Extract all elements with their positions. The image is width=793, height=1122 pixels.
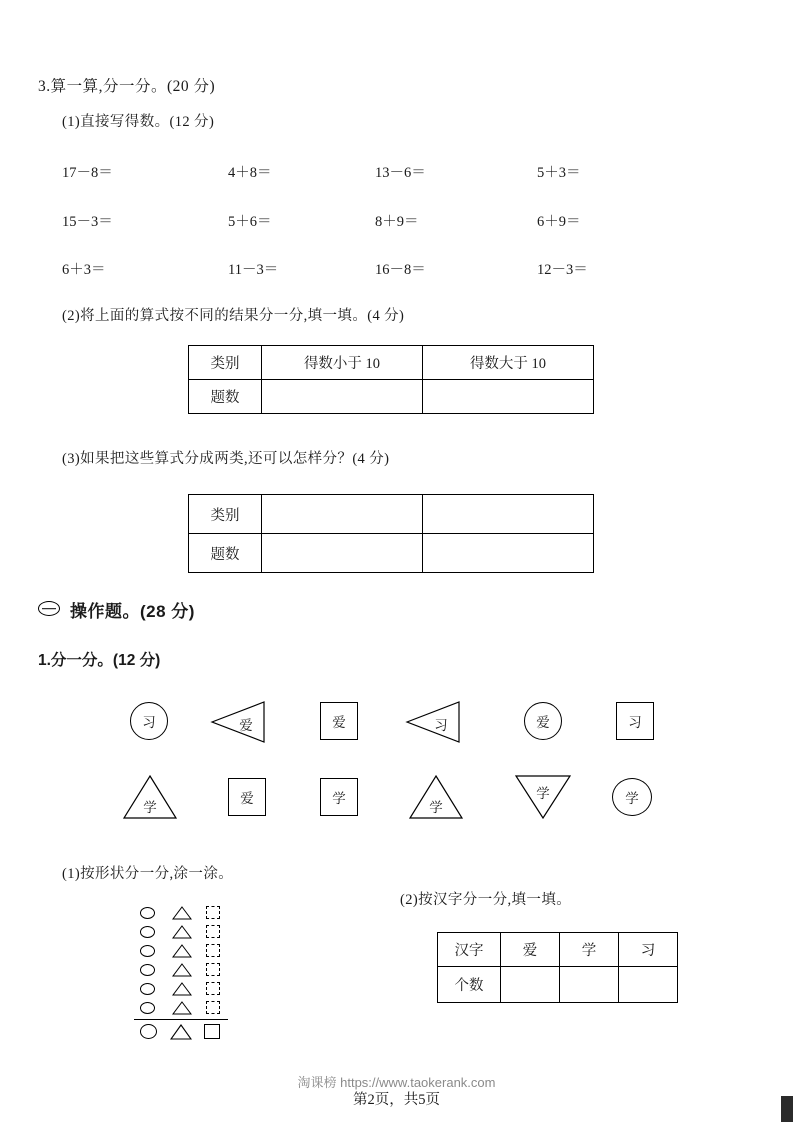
shape-char: 习 xyxy=(628,715,642,730)
triangle-up-icon xyxy=(172,925,192,939)
row-header: 类别 xyxy=(189,346,262,380)
expression: 11－3＝ xyxy=(228,262,279,278)
table-row xyxy=(189,534,594,573)
pictograph-square-slot[interactable] xyxy=(206,1001,220,1014)
shape-card-triangle-down xyxy=(514,774,572,820)
column-header: 得数大于 10 xyxy=(423,346,594,380)
answer-cell[interactable] xyxy=(423,380,594,414)
section-bullet-icon xyxy=(38,601,60,616)
pictograph-circle-slot[interactable] xyxy=(140,945,155,957)
triangle-up-icon xyxy=(172,944,192,958)
shape-char: 爱 xyxy=(536,715,550,730)
column-header: 爱 xyxy=(501,933,560,967)
expression: 16－8＝ xyxy=(375,262,426,278)
shape-char: 爱 xyxy=(240,791,254,806)
shape-char: 学 xyxy=(536,786,550,801)
pictograph-square-slot[interactable] xyxy=(206,944,220,957)
section-2-question-1-title: 1.分一分。(12 分) xyxy=(38,652,161,669)
pictograph-triangle-slot[interactable] xyxy=(172,982,192,1001)
table-row xyxy=(189,380,594,414)
pictograph-axis-line xyxy=(134,1019,228,1020)
triangle-up-icon xyxy=(172,1001,192,1015)
column-header[interactable] xyxy=(262,495,423,534)
column-header: 得数小于 10 xyxy=(262,346,423,380)
expression: 5＋6＝ xyxy=(228,214,272,230)
classification-table-1 xyxy=(188,345,594,414)
answer-cell[interactable] xyxy=(619,967,678,1003)
shape-char: 学 xyxy=(625,791,639,806)
answer-cell[interactable] xyxy=(560,967,619,1003)
expression: 15－3＝ xyxy=(62,214,113,230)
table-row xyxy=(189,346,594,380)
expression: 8＋9＝ xyxy=(375,214,419,230)
answer-cell[interactable] xyxy=(262,380,423,414)
expression: 5＋3＝ xyxy=(537,165,581,181)
legend-circle-icon xyxy=(140,1024,157,1039)
triangle-up-icon xyxy=(172,982,192,996)
pictograph-square-slot[interactable] xyxy=(206,982,220,995)
shape-card-triangle-left xyxy=(405,700,461,744)
table-row xyxy=(189,495,594,534)
row-header: 题数 xyxy=(189,380,262,414)
triangle-up-icon xyxy=(170,1024,192,1040)
shape-card-triangle-left xyxy=(210,700,266,744)
shape-card-circle xyxy=(612,778,652,816)
section-2-sub-1-label: (1)按形状分一分,涂一涂。 xyxy=(62,866,234,882)
pictograph-square-slot[interactable] xyxy=(206,925,220,938)
expression: 17－8＝ xyxy=(62,165,113,181)
pictograph-circle-slot[interactable] xyxy=(140,907,155,919)
pictograph-square-slot[interactable] xyxy=(206,906,220,919)
shape-char: 学 xyxy=(143,800,157,815)
column-header[interactable] xyxy=(423,495,594,534)
question-3-title: 3.算一算,分一分。(20 分) xyxy=(38,78,216,95)
expression: 12－3＝ xyxy=(537,262,588,278)
question-3-part-1-label: (1)直接写得数。(12 分) xyxy=(62,114,215,130)
legend-triangle-icon xyxy=(170,1024,192,1045)
shape-char: 爱 xyxy=(239,718,253,733)
question-3-part-3-label: (3)如果把这些算式分成两类,还可以怎样分？(4 分) xyxy=(62,451,390,467)
table-row xyxy=(438,967,678,1003)
shape-char: 习 xyxy=(142,715,156,730)
pictograph-circle-slot[interactable] xyxy=(140,983,155,995)
row-header: 汉字 xyxy=(438,933,501,967)
pictograph-circle-slot[interactable] xyxy=(140,964,155,976)
pictograph-triangle-slot[interactable] xyxy=(172,944,192,963)
legend-square-icon xyxy=(204,1024,220,1039)
classification-table-2 xyxy=(188,494,594,573)
answer-cell[interactable] xyxy=(423,534,594,573)
shape-card-square xyxy=(228,778,266,816)
shape-card-circle xyxy=(524,702,562,740)
row-header: 个数 xyxy=(438,967,501,1003)
triangle-up-icon xyxy=(172,906,192,920)
expression: 6＋3＝ xyxy=(62,262,106,278)
expression: 4＋8＝ xyxy=(228,165,272,181)
shape-card-triangle-up xyxy=(122,774,178,820)
page-corner-mark xyxy=(781,1096,793,1122)
pictograph-circle-slot[interactable] xyxy=(140,926,155,938)
pictograph-triangle-slot[interactable] xyxy=(172,963,192,982)
question-3-part-2-label: (2)将上面的算式按不同的结果分一分,填一填。(4 分) xyxy=(62,308,405,324)
expression: 13－6＝ xyxy=(375,165,426,181)
section-2-heading: 操作题。(28 分) xyxy=(70,602,195,621)
pictograph-triangle-slot[interactable] xyxy=(172,906,192,925)
table-row xyxy=(438,933,678,967)
pictograph-triangle-slot[interactable] xyxy=(172,1001,192,1020)
column-header: 习 xyxy=(619,933,678,967)
page-number: 第2页，共5页 xyxy=(353,1092,440,1108)
expression: 6＋9＝ xyxy=(537,214,581,230)
column-header: 学 xyxy=(560,933,619,967)
shape-char: 爱 xyxy=(332,715,346,730)
triangle-up-icon xyxy=(172,963,192,977)
row-header: 类别 xyxy=(189,495,262,534)
shape-char: 学 xyxy=(429,800,443,815)
shape-card-square xyxy=(320,702,358,740)
shape-card-square xyxy=(616,702,654,740)
shape-card-triangle-up xyxy=(408,774,464,820)
row-header: 题数 xyxy=(189,534,262,573)
watermark-text: 淘课榜 https://www.taokerank.com xyxy=(297,1075,496,1090)
character-count-table xyxy=(437,932,678,1003)
answer-cell[interactable] xyxy=(501,967,560,1003)
shape-char: 学 xyxy=(332,791,346,806)
pictograph-triangle-slot[interactable] xyxy=(172,925,192,944)
section-2-sub-2-label: (2)按汉字分一分,填一填。 xyxy=(400,892,572,908)
pictograph-square-slot[interactable] xyxy=(206,963,220,976)
shape-card-square xyxy=(320,778,358,816)
shape-char: 习 xyxy=(434,718,448,733)
pictograph-circle-slot[interactable] xyxy=(140,1002,155,1014)
shape-card-circle xyxy=(130,702,168,740)
answer-cell[interactable] xyxy=(262,534,423,573)
